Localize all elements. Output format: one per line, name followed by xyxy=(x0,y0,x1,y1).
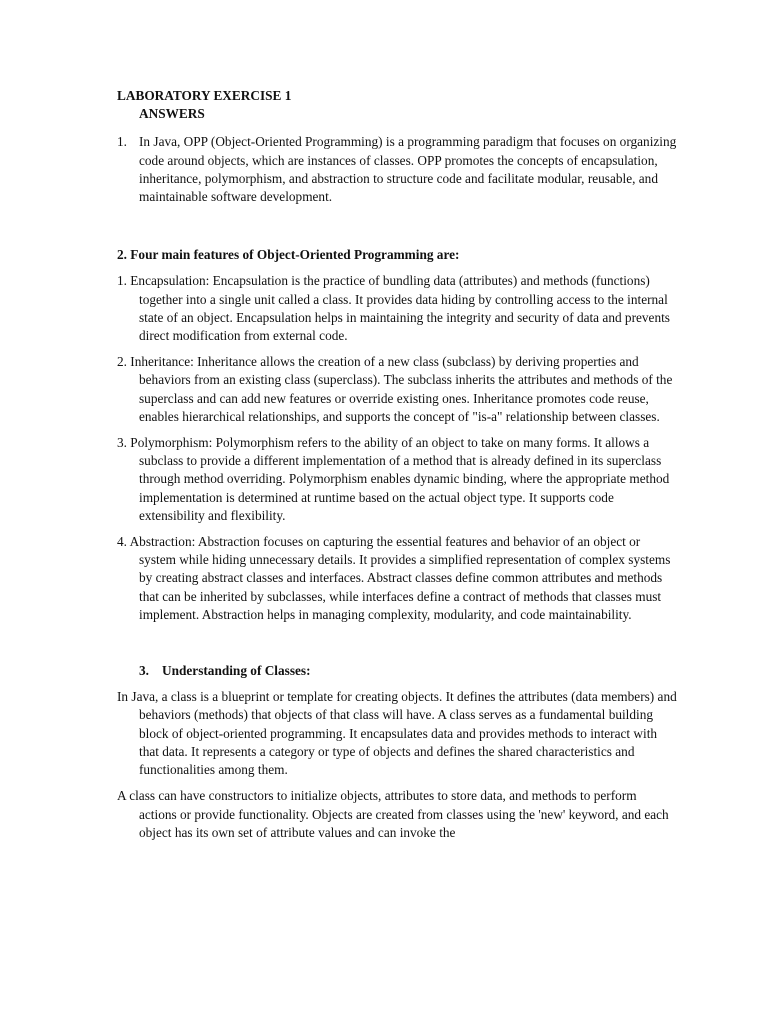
answer-1 xyxy=(117,133,677,206)
feature-encapsulation: 1. Encapsulation: Encapsulation is the practice of bundling data (attributes) and methods (functions) together into a single unit called a class. It provides data hiding by controlling access to the internal state of an object. Encapsulation helps in maintaining the integrity and security of data and prevents direct modification from external code. xyxy=(117,273,670,344)
document-title: LABORATORY EXERCISE 1 xyxy=(117,88,292,103)
classes-paragraph-1: In Java, a class is a blueprint or template for creating objects. It defines the attributes (data members) and behaviors (methods) that objects of that class will have. A class serves as a fundamental building block of object-oriented programming. It encapsulates data and provides methods to interact with that data. It represents a category or type of objects and defines the shared characteristics and functionalities among them. xyxy=(117,689,677,778)
feature-abstraction: 4. Abstraction: Abstraction focuses on capturing the essential features and behavior of an object or system while hiding unnecessary details. It provides a simplified representation of complex systems by creating abstract classes and interfaces. Abstract classes define common attributes and methods that can be inherited by subclasses, while interfaces define a contract of methods that classes must implement. Abstraction helps in managing complexity, modularity, and code maintainability. xyxy=(117,534,671,622)
section-3-heading xyxy=(139,662,677,680)
section-3-number: 3. xyxy=(139,663,149,679)
answer-1-text: In Java, OPP (Object-Oriented Programming) is a programming paradigm that focuses on organizing code around objects, which are instances of classes. OPP promotes the concepts of encapsulation, inheritance, polymorphism, and abstraction to structure code and facilitate modular, reusable, and maintainable software development. xyxy=(139,134,677,205)
document-subtitle: ANSWERS xyxy=(139,106,205,122)
feature-polymorphism: 3. Polymorphism: Polymorphism refers to the ability of an object to take on many forms. It allows a subclass to provide a different implementation of a method that is already defined in its superclass through method overriding. Polymorphism enables dynamic binding, where the appropriate method implementation is determined at runtime based on the actual object type. It supports code extensibility and flexibility. xyxy=(117,435,670,523)
section-2-heading: 2. Four main features of Object-Oriented Programming are: xyxy=(117,247,460,263)
classes-paragraph-2: A class can have constructors to initialize objects, attributes to store data, and methods to perform actions or provide functionality. Objects are created from classes using the 'new' keyword, and each object has its own set of attribute values and can invoke the xyxy=(117,788,669,840)
section-3-title: Understanding of Classes: xyxy=(162,663,311,679)
answer-1-number: 1. xyxy=(117,134,127,150)
document-page xyxy=(117,87,677,842)
feature-inheritance: 2. Inheritance: Inheritance allows the creation of a new class (subclass) by deriving properties and behaviors from an existing class (superclass). The subclass inherits the attributes and methods of the superclass and can add new features or override existing ones. Inheritance promotes code reuse, enables hierarchical relationships, and supports the concept of "is-a" relationship between classes. xyxy=(117,354,673,424)
